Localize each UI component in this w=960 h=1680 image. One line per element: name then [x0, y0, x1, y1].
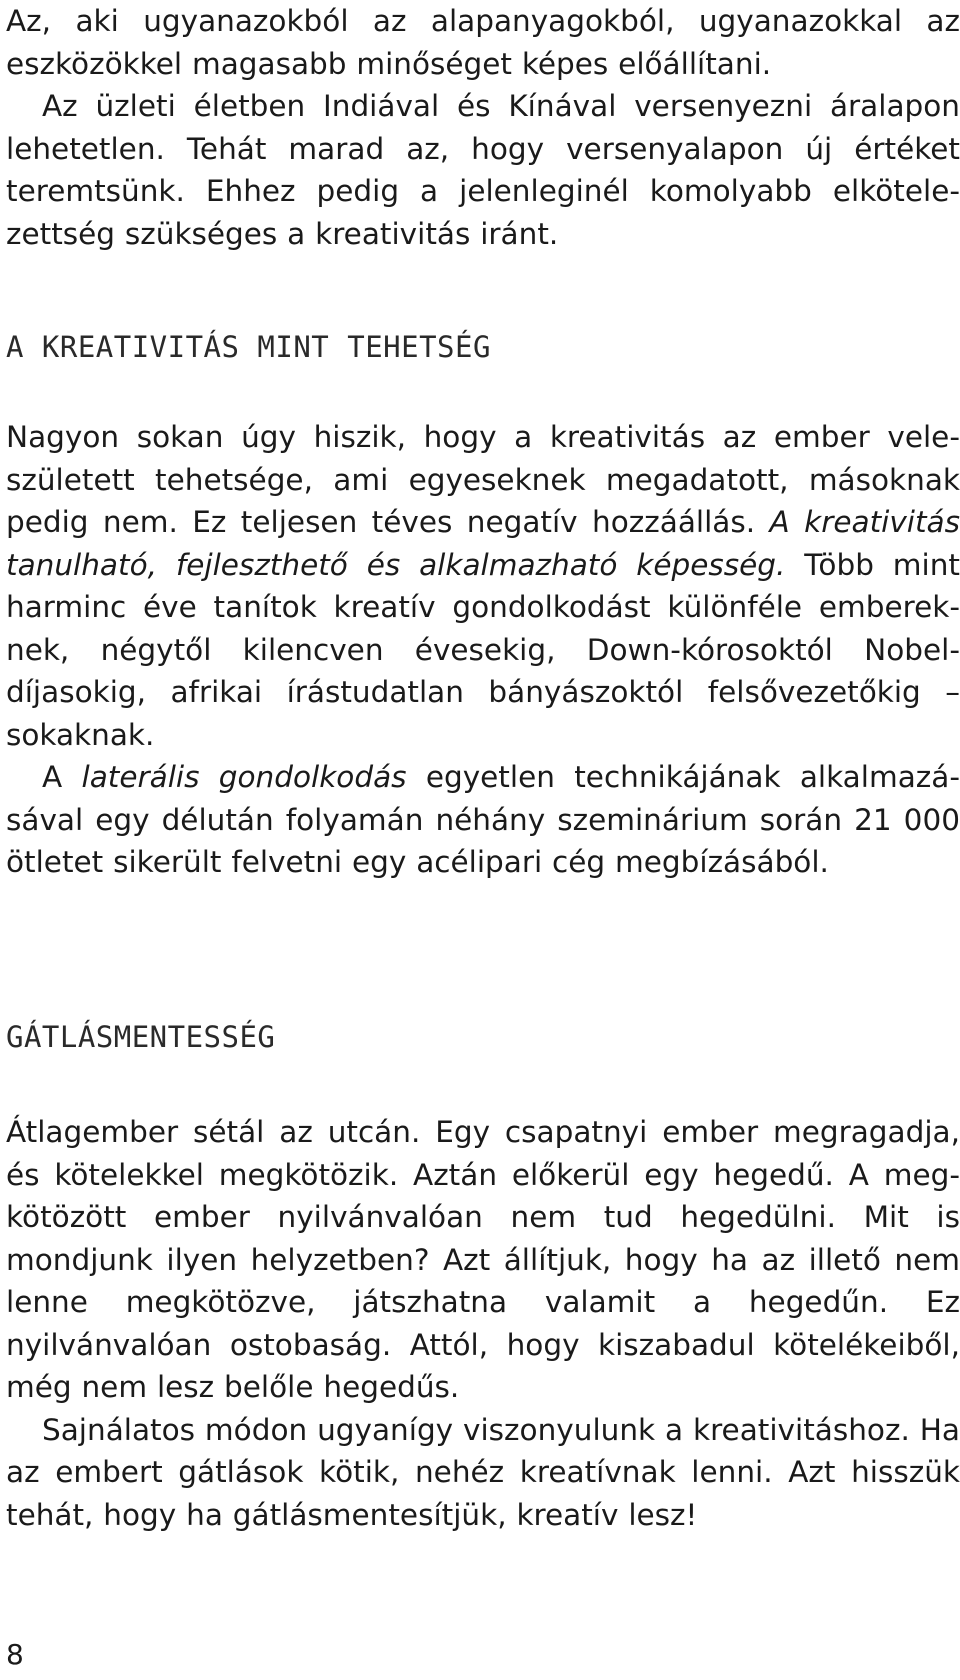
section1-p1-text-b: Több mint harminc éve tanítok kreatív gondolkodást különféle embereknek, négytől kilencven évesekig, Down-kórosoktól Nobeldíjasokig, afrikai írástudatlan bányászoktól felsővezetőkig – sokaknak. [6, 547, 960, 752]
section1-paragraph-2 [6, 756, 960, 884]
intro-paragraph-1: Az, aki ugyanazokból az alapanyagokból, ugyanazokkal az eszközökkel magasabb minőséget képes előállítani. [6, 4, 960, 81]
section-heading-kreativitas: A KREATIVITÁS MINT TEHETSÉG [6, 330, 491, 364]
section1-p2-text-b: egyetlen technikájának alkalmazásával egy délután folyamán néhány szeminárium során 21 000 ötletet sikerült felvetni egy acélipari cég megbízásából. [6, 760, 960, 879]
section1-block [6, 416, 960, 884]
section-heading-gatlasmentesseg: GÁTLÁSMENTESSÉG [6, 1020, 276, 1054]
section2-paragraph-1: Átlagember sétál az utcán. Egy csapatnyi ember megragadja, és kötelekkel megkötözik. Aztán előkerül egy hegedű. A megkötözött ember nyilvánvalóan nem tud hegedülni. Mit is mondjunk ilyen helyzetben? Azt állítjuk, hogy ha az illető nem lenne megkötözve, játszhatna valamit a hegedűn. Ez nyilvánvalóan ostobaság. Attól, hogy kiszabadul kötelékeiből, még nem lesz belőle hegedűs. [6, 1115, 960, 1404]
section1-p1-text-a: Nagyon sokan úgy hiszik, hogy a kreativitás az ember veleszületett tehetsége, ami egyeseknek megadatott, másoknak pedig nem. Ez teljesen téves negatív hozzáállás. [6, 420, 960, 539]
section1-p2-italic: laterális gondolkodás [81, 760, 407, 794]
page-number: 8 [6, 1638, 24, 1671]
section2-block [6, 1111, 960, 1536]
intro-paragraph-2: Az üzleti életben Indiával és Kínával versenyezni áralapon lehetetlen. Tehát marad az, hogy versenyalapon új értéket teremtsünk. Ehhez pedig a jelenleginél komolyabb elkötelezettség szükséges a kreativitás iránt. [6, 89, 960, 251]
section2-paragraph-2: Sajnálatos módon ugyanígy viszonyulunk a kreativitáshoz. Ha az embert gátlások kötik, nehéz kreatívnak lenni. Azt hisszük tehát, hogy ha gátlásmentesítjük, kreatív lesz! [6, 1412, 960, 1532]
section1-p1-italic: A kreativitás tanulható, fejleszthető és alkalmazható képesség. [6, 505, 960, 582]
section1-p2-text-a: A [42, 760, 82, 794]
intro-block [6, 0, 960, 255]
section1-paragraph-1 [6, 416, 960, 756]
